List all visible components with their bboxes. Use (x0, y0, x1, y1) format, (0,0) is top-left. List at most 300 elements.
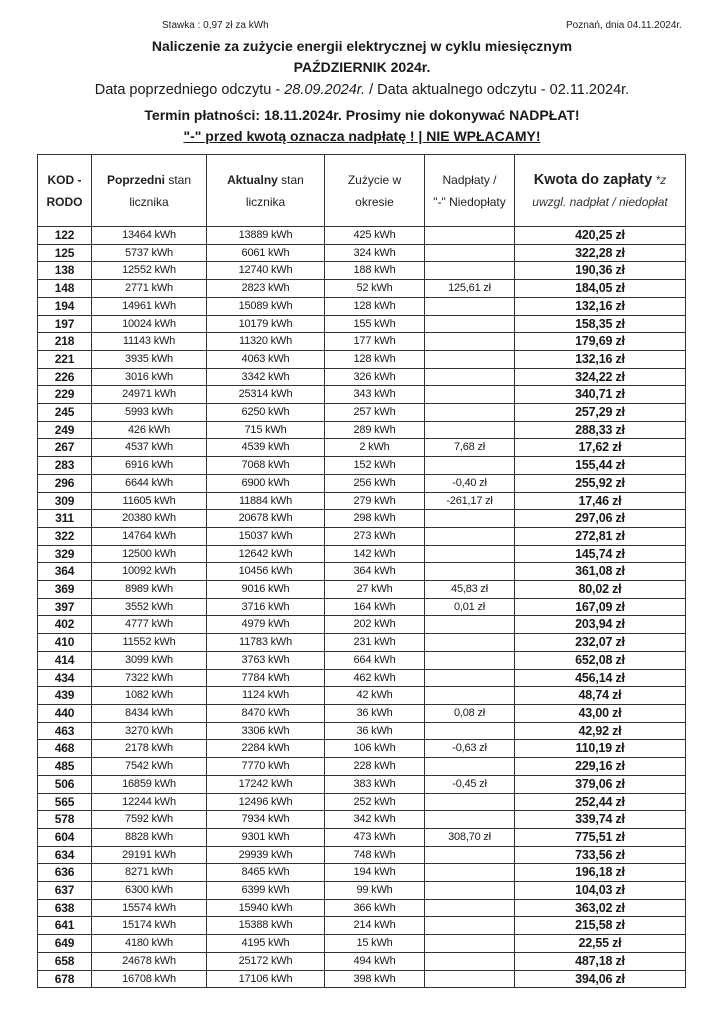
cell-usage: 152 kWh (325, 457, 425, 475)
cell-code: 369 (38, 581, 92, 599)
cell-amount: 22,55 zł (515, 935, 686, 953)
table-row (38, 280, 686, 298)
cell-previous: 2771 kWh (92, 280, 207, 298)
table-row (38, 740, 686, 758)
cell-usage: 164 kWh (325, 598, 425, 616)
cell-usage: 366 kWh (325, 899, 425, 917)
cell-previous: 4537 kWh (92, 439, 207, 457)
cell-code: 122 (38, 227, 92, 245)
cell-code: 604 (38, 828, 92, 846)
cell-adjustment (425, 404, 515, 422)
cell-previous: 5737 kWh (92, 244, 207, 262)
cell-usage: 342 kWh (325, 811, 425, 829)
cell-usage: 36 kWh (325, 722, 425, 740)
cell-code: 658 (38, 952, 92, 970)
cell-usage: 177 kWh (325, 333, 425, 351)
cell-usage: 228 kWh (325, 758, 425, 776)
cell-amount: 257,29 zł (515, 404, 686, 422)
cell-code: 229 (38, 386, 92, 404)
cell-previous: 24971 kWh (92, 386, 207, 404)
cell-usage: 257 kWh (325, 404, 425, 422)
cell-amount: 733,56 zł (515, 846, 686, 864)
cell-code: 641 (38, 917, 92, 935)
table-row (38, 669, 686, 687)
cell-amount: 190,36 zł (515, 262, 686, 280)
cell-previous: 11143 kWh (92, 333, 207, 351)
cell-code: 283 (38, 457, 92, 475)
cell-previous: 12552 kWh (92, 262, 207, 280)
cell-current: 9016 kWh (207, 581, 325, 599)
cell-adjustment (425, 651, 515, 669)
cell-previous: 14764 kWh (92, 527, 207, 545)
cell-adjustment (425, 563, 515, 581)
cell-previous: 8989 kWh (92, 581, 207, 599)
cell-adjustment: 45,83 zł (425, 581, 515, 599)
cell-previous: 14961 kWh (92, 297, 207, 315)
cell-current: 7068 kWh (207, 457, 325, 475)
cell-code: 678 (38, 970, 92, 988)
cell-current: 3306 kWh (207, 722, 325, 740)
cell-previous: 426 kWh (92, 421, 207, 439)
table-row (38, 970, 686, 988)
table-row (38, 899, 686, 917)
cell-usage: 326 kWh (325, 368, 425, 386)
cell-amount: 288,33 zł (515, 421, 686, 439)
cell-amount: 43,00 zł (515, 704, 686, 722)
cell-adjustment (425, 935, 515, 953)
cell-current: 7770 kWh (207, 758, 325, 776)
table-header-row (38, 155, 686, 227)
cell-adjustment (425, 227, 515, 245)
cell-code: 397 (38, 598, 92, 616)
cell-previous: 5993 kWh (92, 404, 207, 422)
cell-adjustment (425, 687, 515, 705)
cell-current: 3342 kWh (207, 368, 325, 386)
table-row (38, 563, 686, 581)
cell-usage: 36 kWh (325, 704, 425, 722)
cell-code: 463 (38, 722, 92, 740)
cell-previous: 10092 kWh (92, 563, 207, 581)
cell-code: 125 (38, 244, 92, 262)
cell-amount: 232,07 zł (515, 634, 686, 652)
cell-amount: 215,58 zł (515, 917, 686, 935)
table-row (38, 421, 686, 439)
cell-usage: 155 kWh (325, 315, 425, 333)
cell-code: 329 (38, 545, 92, 563)
cell-code: 434 (38, 669, 92, 687)
cell-code: 138 (38, 262, 92, 280)
cell-current: 25314 kWh (207, 386, 325, 404)
cell-current: 8470 kWh (207, 704, 325, 722)
cell-amount: 340,71 zł (515, 386, 686, 404)
cell-current: 6399 kWh (207, 882, 325, 900)
cell-current: 4979 kWh (207, 616, 325, 634)
cell-adjustment (425, 297, 515, 315)
cell-usage: 279 kWh (325, 492, 425, 510)
cell-amount: 196,18 zł (515, 864, 686, 882)
cell-previous: 3099 kWh (92, 651, 207, 669)
cell-usage: 383 kWh (325, 775, 425, 793)
payment-deadline: Termin płatności: 18.11.2024r. Prosimy nie dokonywać NADPŁAT! (144, 107, 580, 123)
cell-adjustment (425, 722, 515, 740)
cell-previous: 16859 kWh (92, 775, 207, 793)
cell-usage: 343 kWh (325, 386, 425, 404)
table-row (38, 952, 686, 970)
cell-code: 194 (38, 297, 92, 315)
table-row (38, 404, 686, 422)
cell-code: 636 (38, 864, 92, 882)
reading-dates (0, 82, 724, 98)
cell-adjustment: -0,63 zł (425, 740, 515, 758)
cell-usage: 462 kWh (325, 669, 425, 687)
cell-usage: 214 kWh (325, 917, 425, 935)
cell-code: 638 (38, 899, 92, 917)
cell-usage: 188 kWh (325, 262, 425, 280)
table-row (38, 722, 686, 740)
table-row (38, 350, 686, 368)
cell-current: 15089 kWh (207, 297, 325, 315)
cell-amount: 132,16 zł (515, 350, 686, 368)
cell-adjustment (425, 846, 515, 864)
place-date: Poznań, dnia 04.11.2024r. (565, 20, 682, 31)
cell-previous: 29191 kWh (92, 846, 207, 864)
cell-amount: 420,25 zł (515, 227, 686, 245)
cell-amount: 167,09 zł (515, 598, 686, 616)
table-row (38, 811, 686, 829)
cell-adjustment (425, 368, 515, 386)
table-row (38, 457, 686, 475)
cell-adjustment (425, 864, 515, 882)
cell-previous: 15174 kWh (92, 917, 207, 935)
cell-code: 221 (38, 350, 92, 368)
cell-previous: 13464 kWh (92, 227, 207, 245)
cell-current: 11884 kWh (207, 492, 325, 510)
cell-previous: 12500 kWh (92, 545, 207, 563)
cell-code: 634 (38, 846, 92, 864)
cell-previous: 8271 kWh (92, 864, 207, 882)
cell-current: 1124 kWh (207, 687, 325, 705)
table-row (38, 882, 686, 900)
table-row (38, 545, 686, 563)
cell-usage: 142 kWh (325, 545, 425, 563)
cell-adjustment: 0,08 zł (425, 704, 515, 722)
table-row (38, 492, 686, 510)
cell-usage: 425 kWh (325, 227, 425, 245)
cell-previous: 16708 kWh (92, 970, 207, 988)
cell-amount: 297,06 zł (515, 510, 686, 528)
cell-amount: 361,08 zł (515, 563, 686, 581)
cell-adjustment: 308,70 zł (425, 828, 515, 846)
cell-previous: 10024 kWh (92, 315, 207, 333)
col-header-amount: Kwota do zapłaty *z uwzgl. nadpłat / niedopłat (515, 155, 686, 227)
cell-code: 402 (38, 616, 92, 634)
cell-code: 485 (38, 758, 92, 776)
cell-amount: 48,74 zł (515, 687, 686, 705)
cell-current: 12642 kWh (207, 545, 325, 563)
cell-previous: 4180 kWh (92, 935, 207, 953)
cell-current: 11320 kWh (207, 333, 325, 351)
cell-adjustment (425, 545, 515, 563)
cell-current: 4063 kWh (207, 350, 325, 368)
cell-amount: 80,02 zł (515, 581, 686, 599)
table-row (38, 687, 686, 705)
cell-amount: 17,46 zł (515, 492, 686, 510)
cell-current: 6061 kWh (207, 244, 325, 262)
cell-previous: 7592 kWh (92, 811, 207, 829)
cell-amount: 255,92 zł (515, 474, 686, 492)
rate-info: Stawka : 0,97 zł za kWh (162, 20, 269, 31)
cell-usage: 364 kWh (325, 563, 425, 581)
cell-usage: 99 kWh (325, 882, 425, 900)
table-row (38, 244, 686, 262)
cell-adjustment (425, 350, 515, 368)
cell-previous: 11605 kWh (92, 492, 207, 510)
cell-previous: 6644 kWh (92, 474, 207, 492)
cell-usage: 298 kWh (325, 510, 425, 528)
cell-current: 3716 kWh (207, 598, 325, 616)
cell-code: 322 (38, 527, 92, 545)
cell-code: 414 (38, 651, 92, 669)
table-row (38, 828, 686, 846)
cell-adjustment: 0,01 zł (425, 598, 515, 616)
cell-usage: 473 kWh (325, 828, 425, 846)
cell-current: 13889 kWh (207, 227, 325, 245)
cell-current: 29939 kWh (207, 846, 325, 864)
cell-code: 148 (38, 280, 92, 298)
cell-previous: 24678 kWh (92, 952, 207, 970)
table-row (38, 439, 686, 457)
cell-amount: 104,03 zł (515, 882, 686, 900)
cell-amount: 184,05 zł (515, 280, 686, 298)
cell-code: 197 (38, 315, 92, 333)
cell-previous: 3935 kWh (92, 350, 207, 368)
cell-usage: 231 kWh (325, 634, 425, 652)
table-row (38, 315, 686, 333)
table-row (38, 793, 686, 811)
cell-current: 25172 kWh (207, 952, 325, 970)
table-row (38, 935, 686, 953)
document-title: Naliczenie za zużycie energii elektrycznej w cyklu miesięcznym (151, 38, 573, 54)
table-row (38, 581, 686, 599)
cell-current: 10456 kWh (207, 563, 325, 581)
cell-adjustment (425, 421, 515, 439)
cell-previous: 7542 kWh (92, 758, 207, 776)
cell-usage: 106 kWh (325, 740, 425, 758)
cell-code: 218 (38, 333, 92, 351)
cell-usage: 2 kWh (325, 439, 425, 457)
cell-code: 309 (38, 492, 92, 510)
col-header-usage: Zużycie w okresie (325, 155, 425, 227)
cell-usage: 202 kWh (325, 616, 425, 634)
table-row (38, 846, 686, 864)
cell-adjustment (425, 333, 515, 351)
cell-previous: 3270 kWh (92, 722, 207, 740)
cell-previous: 3016 kWh (92, 368, 207, 386)
cell-amount: 652,08 zł (515, 651, 686, 669)
cell-amount: 379,06 zł (515, 775, 686, 793)
cell-code: 267 (38, 439, 92, 457)
cell-code: 649 (38, 935, 92, 953)
billing-month: PAŹDZIERNIK 2024r. (293, 59, 431, 75)
cell-current: 15037 kWh (207, 527, 325, 545)
cell-previous: 15574 kWh (92, 899, 207, 917)
cell-adjustment (425, 970, 515, 988)
cell-current: 20678 kWh (207, 510, 325, 528)
table-row (38, 227, 686, 245)
cell-code: 439 (38, 687, 92, 705)
cell-usage: 194 kWh (325, 864, 425, 882)
cell-usage: 273 kWh (325, 527, 425, 545)
cell-usage: 128 kWh (325, 350, 425, 368)
table-row (38, 598, 686, 616)
cell-code: 226 (38, 368, 92, 386)
cell-adjustment: 125,61 zł (425, 280, 515, 298)
cell-amount: 252,44 zł (515, 793, 686, 811)
cell-usage: 27 kWh (325, 581, 425, 599)
cell-code: 410 (38, 634, 92, 652)
table-row (38, 297, 686, 315)
cell-usage: 52 kWh (325, 280, 425, 298)
col-header-current: Aktualny stan licznika (207, 155, 325, 227)
table-row (38, 510, 686, 528)
cell-amount: 272,81 zł (515, 527, 686, 545)
cell-current: 2823 kWh (207, 280, 325, 298)
table-row (38, 651, 686, 669)
cell-adjustment (425, 952, 515, 970)
cell-previous: 6300 kWh (92, 882, 207, 900)
cell-current: 8465 kWh (207, 864, 325, 882)
prev-reading-label: Data poprzedniego odczytu - (94, 82, 285, 98)
cell-adjustment (425, 262, 515, 280)
table-row (38, 634, 686, 652)
cell-adjustment (425, 527, 515, 545)
cell-code: 578 (38, 811, 92, 829)
cell-current: 6900 kWh (207, 474, 325, 492)
cell-previous: 1082 kWh (92, 687, 207, 705)
cell-usage: 128 kWh (325, 297, 425, 315)
cell-amount: 363,02 zł (515, 899, 686, 917)
table-row (38, 386, 686, 404)
cell-previous: 8434 kWh (92, 704, 207, 722)
cell-current: 2284 kWh (207, 740, 325, 758)
cell-usage: 252 kWh (325, 793, 425, 811)
cell-code: 245 (38, 404, 92, 422)
cell-usage: 324 kWh (325, 244, 425, 262)
col-header-code: KOD - RODO (38, 155, 92, 227)
overpayment-notice (0, 128, 724, 144)
cell-amount: 394,06 zł (515, 970, 686, 988)
cell-code: 296 (38, 474, 92, 492)
cell-current: 17242 kWh (207, 775, 325, 793)
cell-current: 15940 kWh (207, 899, 325, 917)
cell-adjustment (425, 882, 515, 900)
cell-amount: 339,74 zł (515, 811, 686, 829)
cell-code: 364 (38, 563, 92, 581)
table-row (38, 368, 686, 386)
cell-adjustment: -0,45 zł (425, 775, 515, 793)
billing-table (37, 154, 686, 988)
cell-previous: 3552 kWh (92, 598, 207, 616)
cell-adjustment (425, 758, 515, 776)
cell-current: 715 kWh (207, 421, 325, 439)
cell-current: 12496 kWh (207, 793, 325, 811)
cell-adjustment: 7,68 zł (425, 439, 515, 457)
cell-amount: 775,51 zł (515, 828, 686, 846)
cell-amount: 179,69 zł (515, 333, 686, 351)
cell-current: 7784 kWh (207, 669, 325, 687)
cell-current: 9301 kWh (207, 828, 325, 846)
cell-current: 4539 kWh (207, 439, 325, 457)
table-row (38, 333, 686, 351)
col-header-previous: Poprzedni stan licznika (92, 155, 207, 227)
cell-amount: 324,22 zł (515, 368, 686, 386)
cell-amount: 42,92 zł (515, 722, 686, 740)
cell-code: 565 (38, 793, 92, 811)
cell-amount: 158,35 zł (515, 315, 686, 333)
prev-reading-date: 28.09.2024r. (284, 82, 366, 98)
cell-usage: 256 kWh (325, 474, 425, 492)
table-row (38, 917, 686, 935)
cell-usage: 15 kWh (325, 935, 425, 953)
cell-adjustment (425, 510, 515, 528)
cell-adjustment (425, 634, 515, 652)
table-row (38, 474, 686, 492)
table-row (38, 704, 686, 722)
table-row (38, 758, 686, 776)
cell-previous: 20380 kWh (92, 510, 207, 528)
cell-usage: 664 kWh (325, 651, 425, 669)
cell-current: 10179 kWh (207, 315, 325, 333)
cell-adjustment: -0,40 zł (425, 474, 515, 492)
cell-previous: 12244 kWh (92, 793, 207, 811)
cell-amount: 17,62 zł (515, 439, 686, 457)
cell-amount: 229,16 zł (515, 758, 686, 776)
cell-amount: 456,14 zł (515, 669, 686, 687)
cell-adjustment (425, 457, 515, 475)
cell-amount: 322,28 zł (515, 244, 686, 262)
cell-amount: 203,94 zł (515, 616, 686, 634)
cell-usage: 398 kWh (325, 970, 425, 988)
table-row (38, 527, 686, 545)
cell-amount: 155,44 zł (515, 457, 686, 475)
cell-usage: 748 kWh (325, 846, 425, 864)
cell-usage: 289 kWh (325, 421, 425, 439)
curr-reading-label: / Data aktualnego odczytu - 02.11.2024r. (365, 82, 630, 98)
cell-previous: 11552 kWh (92, 634, 207, 652)
table-row (38, 864, 686, 882)
cell-current: 15388 kWh (207, 917, 325, 935)
cell-code: 249 (38, 421, 92, 439)
cell-code: 506 (38, 775, 92, 793)
cell-previous: 4777 kWh (92, 616, 207, 634)
cell-adjustment (425, 386, 515, 404)
cell-current: 12740 kWh (207, 262, 325, 280)
cell-adjustment (425, 244, 515, 262)
cell-previous: 2178 kWh (92, 740, 207, 758)
cell-adjustment (425, 793, 515, 811)
cell-adjustment: -261,17 zł (425, 492, 515, 510)
cell-adjustment (425, 669, 515, 687)
cell-code: 311 (38, 510, 92, 528)
cell-adjustment (425, 899, 515, 917)
col-header-adjustments: Nadpłaty / "-" Niedopłaty (425, 155, 515, 227)
cell-code: 468 (38, 740, 92, 758)
table-row (38, 262, 686, 280)
cell-adjustment (425, 917, 515, 935)
cell-code: 440 (38, 704, 92, 722)
cell-current: 7934 kWh (207, 811, 325, 829)
cell-adjustment (425, 315, 515, 333)
